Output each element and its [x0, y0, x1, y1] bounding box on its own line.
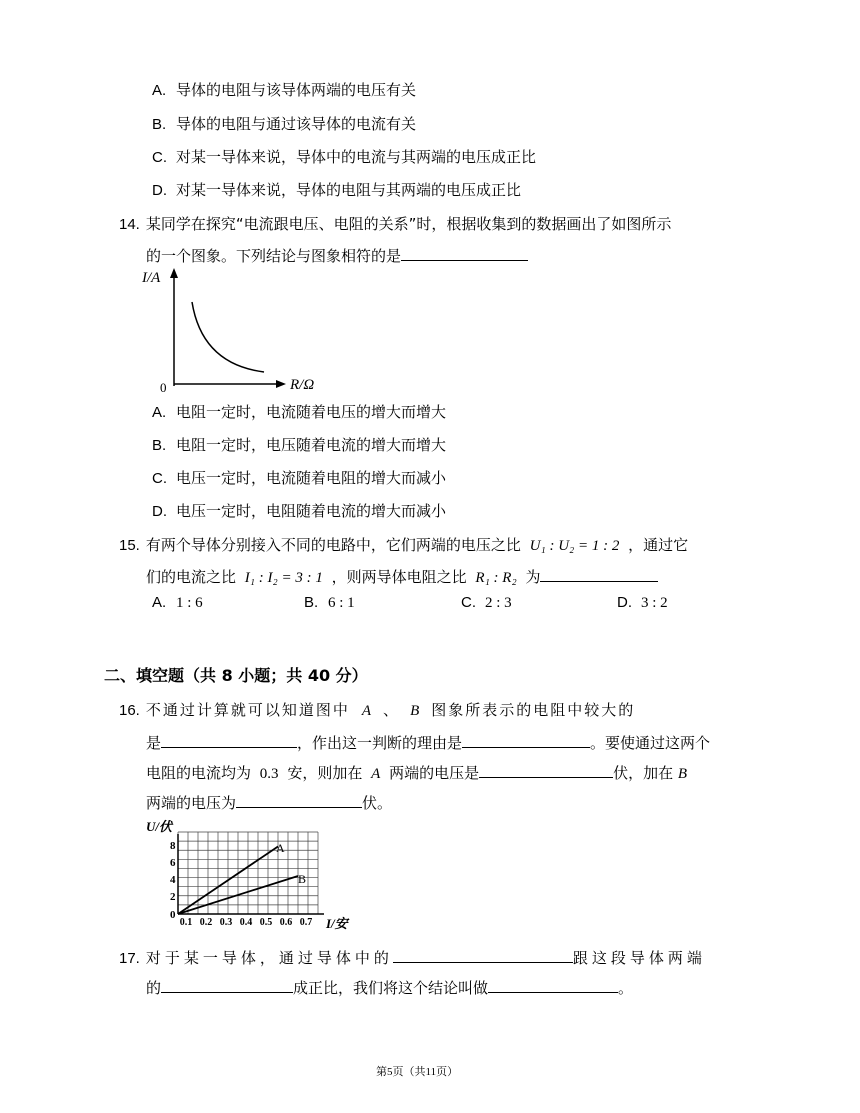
q13-option-a: A. 导体的电阻与该导体两端的电压有关	[152, 81, 417, 99]
x-tick-label: 0.1	[179, 917, 193, 928]
q14-graph	[140, 266, 330, 392]
line-b-label: B	[298, 872, 307, 886]
answer-blank[interactable]	[393, 946, 573, 963]
q16-line4: 两端的电压为 伏。	[146, 791, 392, 813]
q14-option-b: B. 电阻一定时，电压随着电流的增大而增大	[152, 436, 447, 454]
x-axis-arrow	[276, 380, 286, 388]
x-tick-label: 0.4	[239, 917, 253, 928]
section-heading: 二、填空题（共 8 小题；共 40 分）	[104, 666, 368, 685]
y-axis-arrow	[170, 268, 178, 278]
x-axis-label: I/安	[326, 916, 348, 931]
q16-line1: 16. 不通过计算就可以知道图中 A 、 B 图象所表示的电阻中较大的	[119, 701, 636, 719]
q15-option-d: D. 3 : 2	[617, 594, 668, 611]
y-tick-label: 4	[170, 874, 176, 886]
q14-option-d: D. 电压一定时，电阻随着电流的增大而减小	[152, 502, 447, 520]
line-a-label: A	[276, 841, 285, 855]
origin-label: 0	[160, 380, 167, 392]
q15-option-b: B. 6 : 1	[304, 594, 355, 611]
q14-option-a: A. 电阻一定时，电流随着电压的增大而增大	[152, 403, 447, 421]
y-axis-label: I/A	[142, 270, 161, 286]
q14-line2: 的一个图象。下列结论与图象相符的是	[146, 244, 528, 266]
y-tick-label: 8	[170, 840, 176, 852]
answer-blank[interactable]	[488, 976, 618, 993]
x-tick-label: 0.7	[299, 917, 313, 928]
x-axis-label: R/Ω	[290, 377, 315, 392]
q14-line1: 14. 某同学在探究“电流跟电压、电阻的关系”时，根据收集到的数据画出了如图所示	[119, 215, 672, 233]
page-footer: 第5页（共11页）	[376, 1066, 459, 1078]
q13-option-c: C. 对某一导体来说，导体中的电流与其两端的电压成正比	[152, 148, 537, 166]
x-tick-label: 0.2	[199, 917, 213, 928]
q13-option-b: B. 导体的电阻与通过该导体的电流有关	[152, 115, 417, 133]
answer-blank[interactable]	[540, 565, 658, 582]
q14-option-c: C. 电压一定时，电流随着电阻的增大而减小	[152, 469, 447, 487]
answer-blank[interactable]	[161, 976, 293, 993]
answer-blank[interactable]	[161, 731, 297, 748]
q17-line2: 的 成正比，我们将这个结论叫做 。	[146, 976, 633, 998]
grid	[178, 832, 318, 914]
q16-graph	[140, 814, 370, 934]
answer-blank[interactable]	[401, 244, 528, 261]
q15-option-a: A. 1 : 6	[152, 594, 203, 611]
x-tick-label: 0.6	[279, 917, 293, 928]
y-tick-label: 0	[170, 909, 176, 921]
q17-line1: 17. 对于某一导体，通过导体中的 跟这段导体两端	[119, 946, 706, 969]
q16-line3: 电阻的电流均为 0.3 安，则加在 A 两端的电压是 伏，加在 B	[146, 761, 687, 784]
answer-blank[interactable]	[462, 731, 590, 748]
y-axis-label: U/伏	[146, 819, 173, 834]
q15-option-c: C. 2 : 3	[461, 594, 512, 611]
x-tick-label: 0.3	[219, 917, 233, 928]
answer-blank[interactable]	[236, 791, 362, 808]
q13-option-d: D. 对某一导体来说，导体的电阻与其两端的电压成正比	[152, 181, 522, 199]
q15-line1: 15. 有两个导体分别接入不同的电路中，它们两端的电压之比 U₁ : U₂ = 1 : 2 ，通过它	[119, 536, 689, 554]
y-tick-label: 6	[170, 857, 176, 869]
x-tick-label: 0.5	[259, 917, 273, 928]
inverse-curve	[192, 302, 264, 372]
q16-line2: 是 ，作出这一判断的理由是 。要使通过这两个	[146, 731, 710, 753]
y-tick-label: 2	[170, 891, 176, 903]
q15-line2: 们的电流之比 I₁ : I₂ = 3 : 1 ，则两导体电阻之比 R₁ : R₂ 为	[146, 565, 658, 588]
answer-blank[interactable]	[479, 761, 613, 778]
